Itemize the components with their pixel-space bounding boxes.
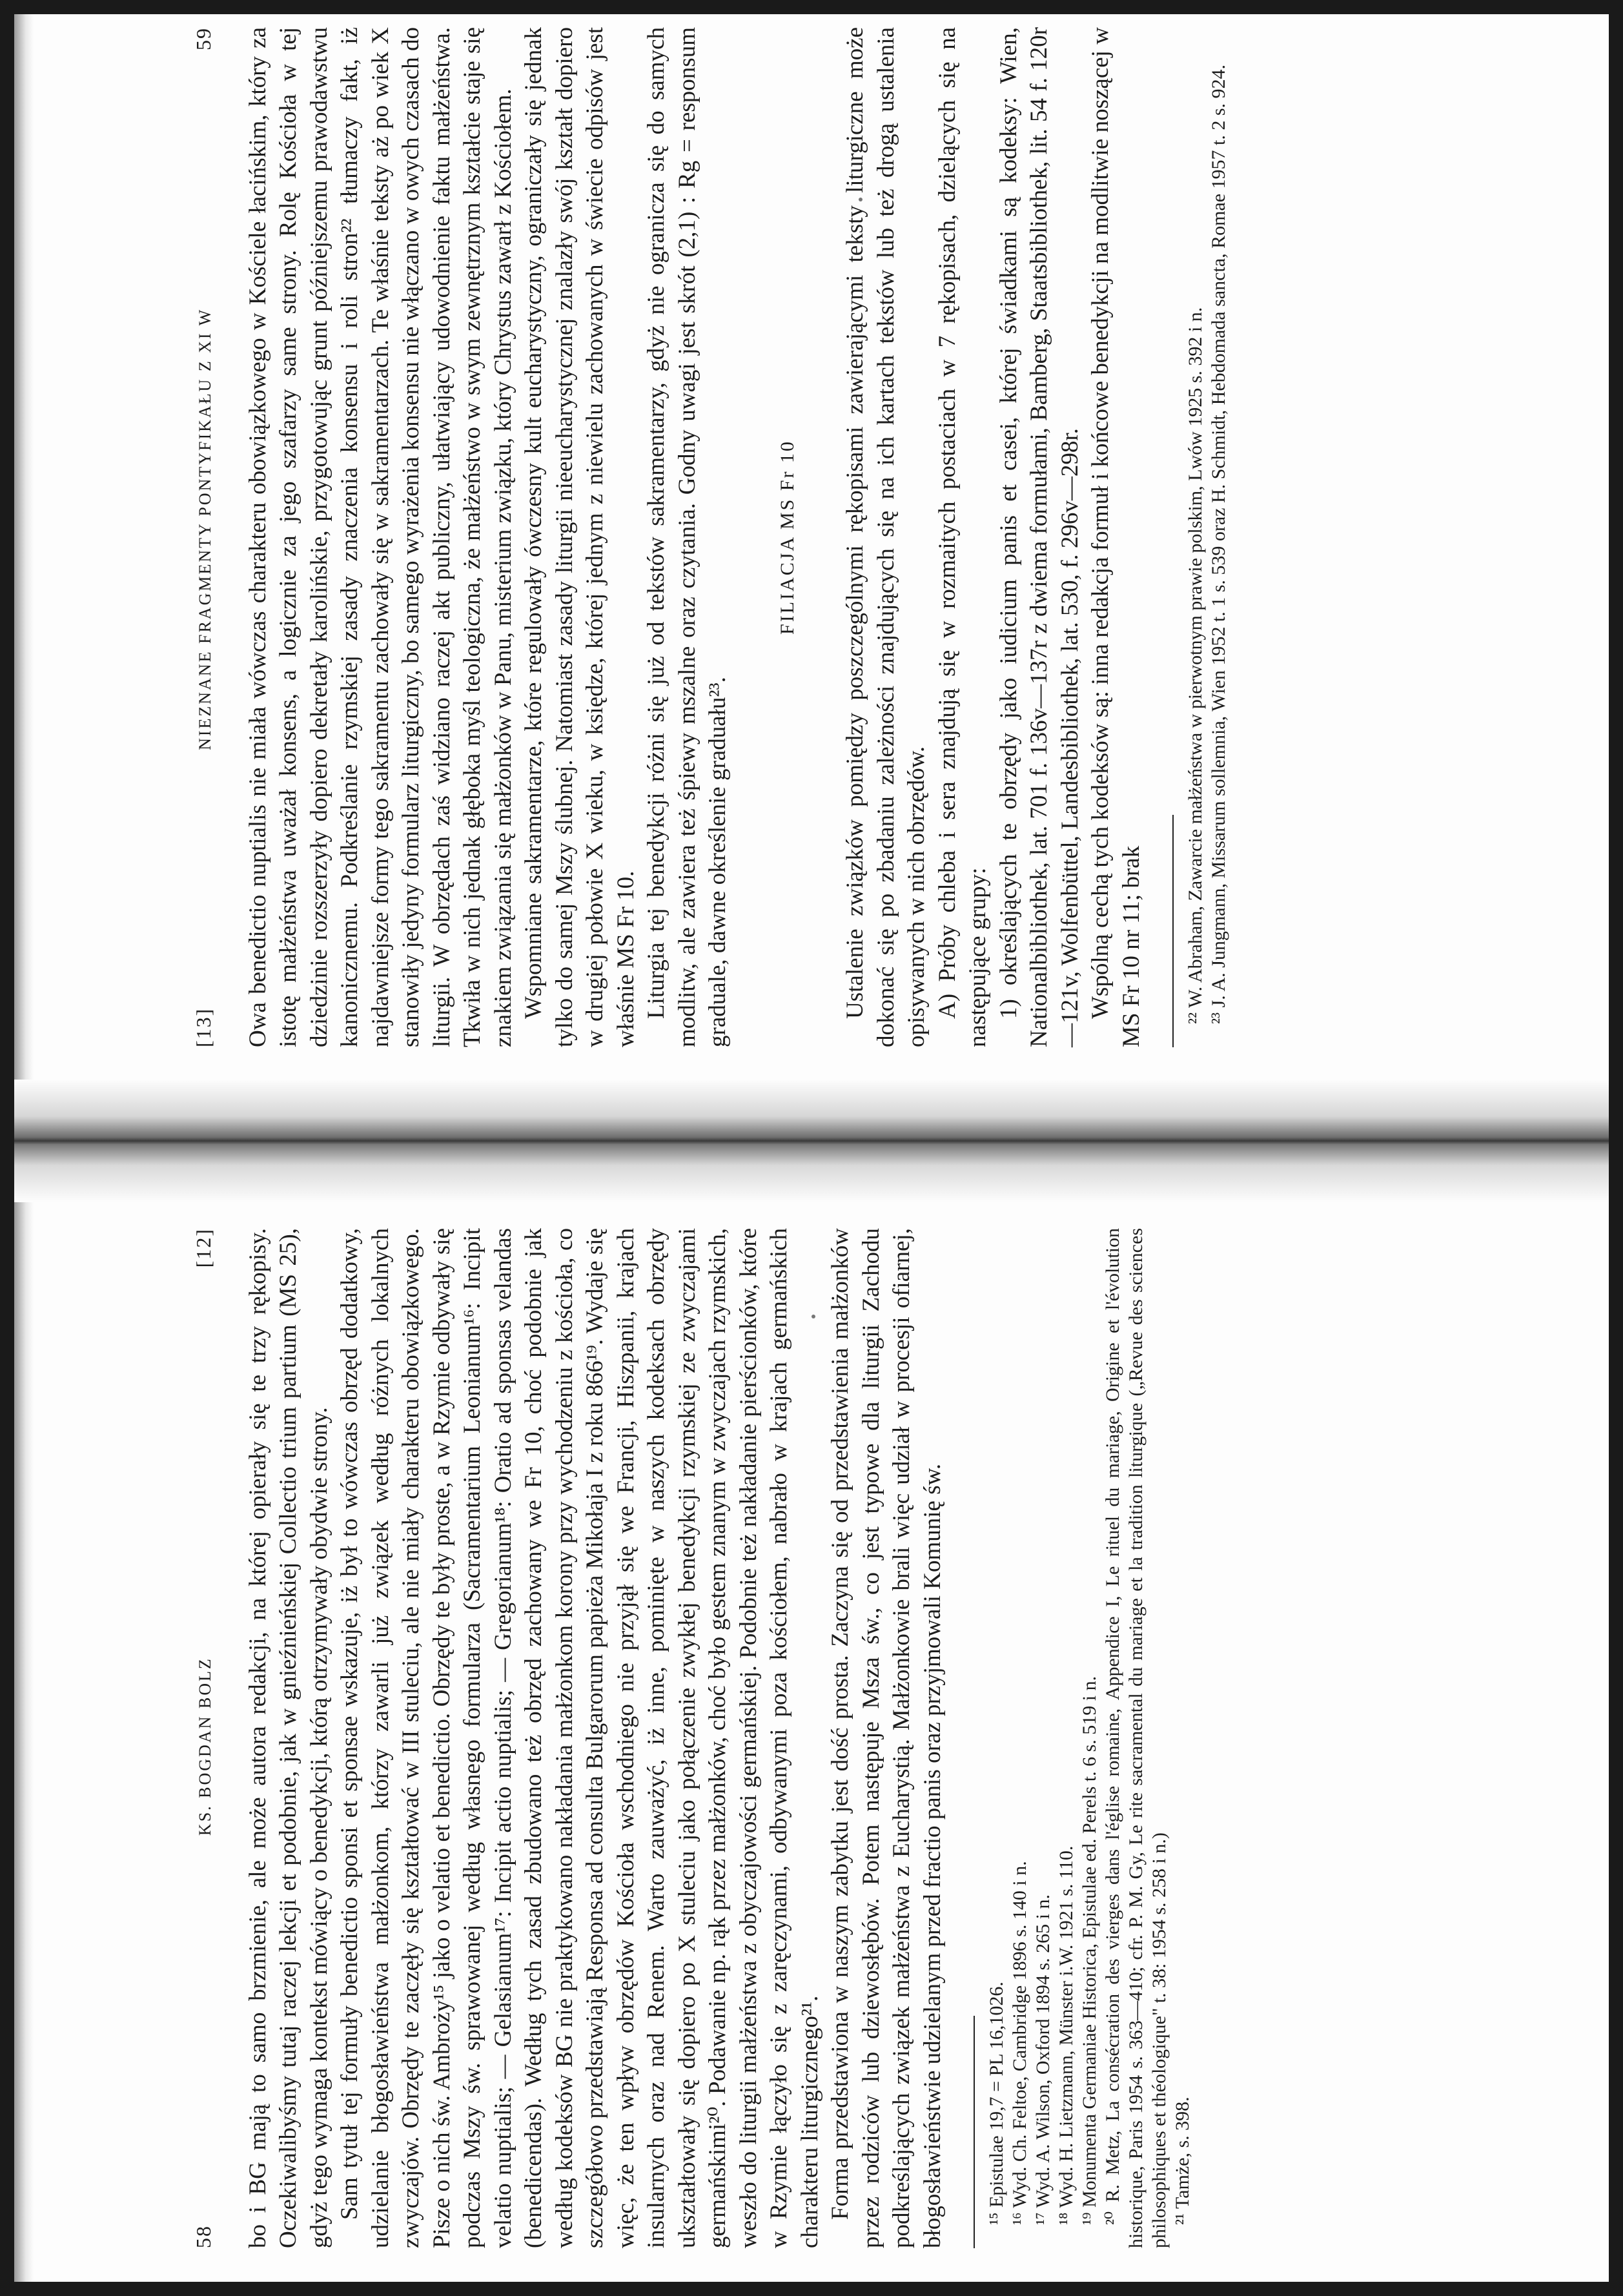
footnote: ¹⁶ Wyd. Ch. Feltoe, Cambridge 1896 s. 140 i n. <box>1009 1861 1030 2225</box>
footnote-rule <box>974 2016 975 2248</box>
footnotes <box>1184 27 1230 1047</box>
running-title: KS. BOGDAN BOLZ <box>196 1657 214 1836</box>
footnote: ¹⁵ Epistulae 19,7 = PL 16,1026. <box>986 1982 1007 2225</box>
footnote: ²¹ Tamże, s. 398. <box>1172 2096 1193 2225</box>
paragraph: bo i BG mają to samo brzmienie, ale może autora redakcji, na której opierały się te trzy rękopisy. Oczekiwalibyśmy tutaj raczej lekcji et podobnie, jak w gnieźnieńskiej Collectio trium partium (MS 25), gdyż tego wymaga kontekst mówiący o benedykcji, którą otrzymywały obydwie strony. <box>244 1228 332 2248</box>
paragraph: Ustalenie związków pomiędzy poszczególnymi rękopisami zawierającymi teksty liturgiczne może dokonać się po zbadaniu zależności znajdujących się na ich kartach tekstów lub też drogą ustalenia opisywanych w nich obrzędów. <box>842 27 930 1047</box>
paragraph: Sam tytuł tej formuły benedictio sponsi et sponsae wskazuje, iż był to wówczas obrzęd dodatkowy, udzielanie błogosławieństwa małżonkom, którzy zawarli już związek według różnych lokalnych zwyczajów. Obrzędy te zaczęły się kształtować w III stuleciu, ale nie miały charakteru obowiązkowego. Pisze o nich św. Ambroży¹⁵ jako o velatio et benedictio. Obrzędy te były proste, a w Rzymie odbywały się podczas Mszy św. sprawowanej według własnego formularza (Sacramentarium Leonianum¹⁶: Incipit velatio nuptialis; — Gelasianum¹⁷: Incipit actio nuptialis; — Gregorianum¹⁸: Oratio ad sponsas velandas (benedicendas). Według tych zasad zbudowano też obrzęd zachowany we Fr 10, choć podobnie jak według kodeksów BG nie praktykowano nakładania małżonkom korony przy wychodzeniu z kościoła, co szczegółowo przedstawiają Responsa ad consulta Bulgarorum papieża Mikołaja I z roku 866¹⁹. Wydaje się więc, że ten wpływ obrzędów Kościoła wschodniego nie przyjął się we Francji, Hiszpanii, krajach insularnych oraz nad Renem. Warto zauważyć, iż inne, pominięte w naszych kodeksach obrzędy ukształtowały się dopiero po X stuleciu jako połączenie zwykłej benedykcji rzymskiej ze zwyczajami germańskimi²⁰. Podawanie np. rąk przez małżonków, choć było gestem znanym w zwyczajach rzymskich, weszło do liturgii małżeństwa z obyczajowości germańskiej. Podobnie też nakładanie pierścionków, które w Rzymie łączyło się z zaręczynami, odbywanymi poza kościołem, nabrało w krajach germańskich charakteru liturgicznego²¹. <box>336 1228 823 2248</box>
footnote: ²³ J. A. Jungmann, Missarum sollemnia, Wien 1952 t. 1 s. 539 oraz H. Schmidt, Hebdomada sancta, Romae 1957 t. 2 s. 924. <box>1208 64 1229 1024</box>
book-gutter <box>14 1080 1609 1202</box>
footnote: ¹⁷ Wyd. A. Wilson, Oxford 1894 s. 265 i n. <box>1032 1894 1054 2225</box>
paragraph: Wspomniane sakramentarze, które regulowały ówczesny kult eucharystyczny, ograniczały się jednak tylko do samej Mszy ślubnej. Natomiast zasady liturgii nieeucharystycznej znalazły swój kształt dopiero w drugiej połowie X wieku, w księdze, której jednym z niewielu zachowanych w świecie odpisów jest właśnie MS Fr 10. <box>520 27 639 1047</box>
section-title: FILIACJA MS Fr 10 <box>776 440 798 635</box>
page-number: 58 <box>192 2225 215 2248</box>
running-title: NIEZNANE FRAGMENTY PONTYFIKAŁU Z XI W <box>196 307 214 750</box>
scanned-book-spread <box>14 14 1609 2282</box>
footnote: ¹⁸ Wyd. H. Lietzmann, Münster i.W. 1921 s. 110. <box>1056 1845 1077 2225</box>
page-header <box>189 1228 221 2248</box>
paragraph: Wspólną cechą tych kodeksów są: inna redakcja formuł i końcowe benedykcji na modlitwie noszącej w MS Fr 10 nr 11; brak <box>1087 27 1145 1047</box>
paragraph: A) Próby chleba i sera znajdują się w rozmaitych postaciach w 7 rękopisach, dzielących się na następujące grupy: <box>934 27 991 1047</box>
paragraph: Liturgia tej benedykcji różni się już od tekstów sakramentarzy, gdyż nie ogranicza się do samych modlitw, ale zawiera też śpiewy mszalne oraz czytania. Godny uwagi jest skrót (2,1) : Rg = responsum graduale, dawne określenie graduału²³. <box>643 27 731 1047</box>
footnote: ²² W. Abraham, Zawarcie małżeństwa w pierwotnym prawie polskim, Lwów 1925 s. 392 i n. <box>1185 307 1206 1024</box>
paragraph: Owa benedictio nuptialis nie miała wówczas charakteru obowiązkowego w Kościele łacińskim, który za istotę małżeństwa uważał konsens, a logicznie za jego szafarzy same strony. Rolę Kościoła w tej dziedzinie rozszerzyły dopiero dekretały karolińskie, przygotowując grunt późniejszemu prawodawstwu kanonicznemu. Podkreślanie rzymskiej zasady znaczenia konsensu i roli stron²² tłumaczy fakt, iż najdawniejsze formy tego sakramentu zachowały się w sakramentarzach. Te właśnie teksty aż po wiek X stanowiły jedyny formularz liturgiczny, bo samego wyrażenia konsensu nie włączano w owych czasach do liturgii. W obrzędach zaś widziano raczej akt publiczny, ułatwiający udowodnienie faktu małżeństwa. Tkwiła w nich jednak głęboka myśl teologiczna, że małżeństwo w swym zewnętrznym kształcie staje się znakiem związania się małżonków w Panu, misterium związku, który Chrystus zawarł z Kościołem. <box>244 27 516 1047</box>
page-number: 59 <box>192 27 215 50</box>
paragraph: 1) określających te obrzędy jako iudicium panis et casei, której świadkami są kodeksy: Wien, Nationalbibliothek, lat. 701 f. 136v—137r z dwiema formułami, Bamberg, Staatsbibliothek, lit. 54 f. 120r—121v, Wolfenbüttel, Landesbibliothek, lat. 530, f. 296v—298r. <box>995 27 1083 1047</box>
page-bracket-number: [12] <box>192 1228 215 1268</box>
footnote-rule <box>1172 815 1174 1047</box>
footnotes <box>985 1228 1194 2248</box>
page-header <box>189 27 221 1047</box>
page-bracket-number: [13] <box>192 1007 215 1047</box>
paragraph: Forma przedstawiona w naszym zabytku jest dość prosta. Zaczyna się od przedstawienia małżonków przez rodziców lub dziewosłębów. Potem następuje Msza św., co jest typowe dla liturgii Zachodu podkreślających związek małżeństwa z Eucharystią. Małżonkowie brali więc udział w procesji ofiarnej, błogosławieństwie udzielanym przed fractio panis oraz przyjmowali Komunię św. <box>827 1228 946 2248</box>
footnote: ²⁰ R. Metz, La consécration des vierges dans l'église romaine, Appendice I, Le rituel du mariage, Origine et l'évolution historique, Paris 1954 s. 363—410; cfr. P. M. Gy, Le rite sacramental du mariage et la tradition liturgique („Revue des sciences philosophiques et théologique" t. 38: 1954 s. 258 i n.) <box>1102 1228 1170 2248</box>
footnote: ¹⁹ Monumenta Germaniae Historica, Epistulae ed. Perels t. 6 s. 519 i n. <box>1079 1676 1100 2225</box>
page-58 <box>189 1228 1609 2248</box>
page-59 <box>189 27 1609 1047</box>
